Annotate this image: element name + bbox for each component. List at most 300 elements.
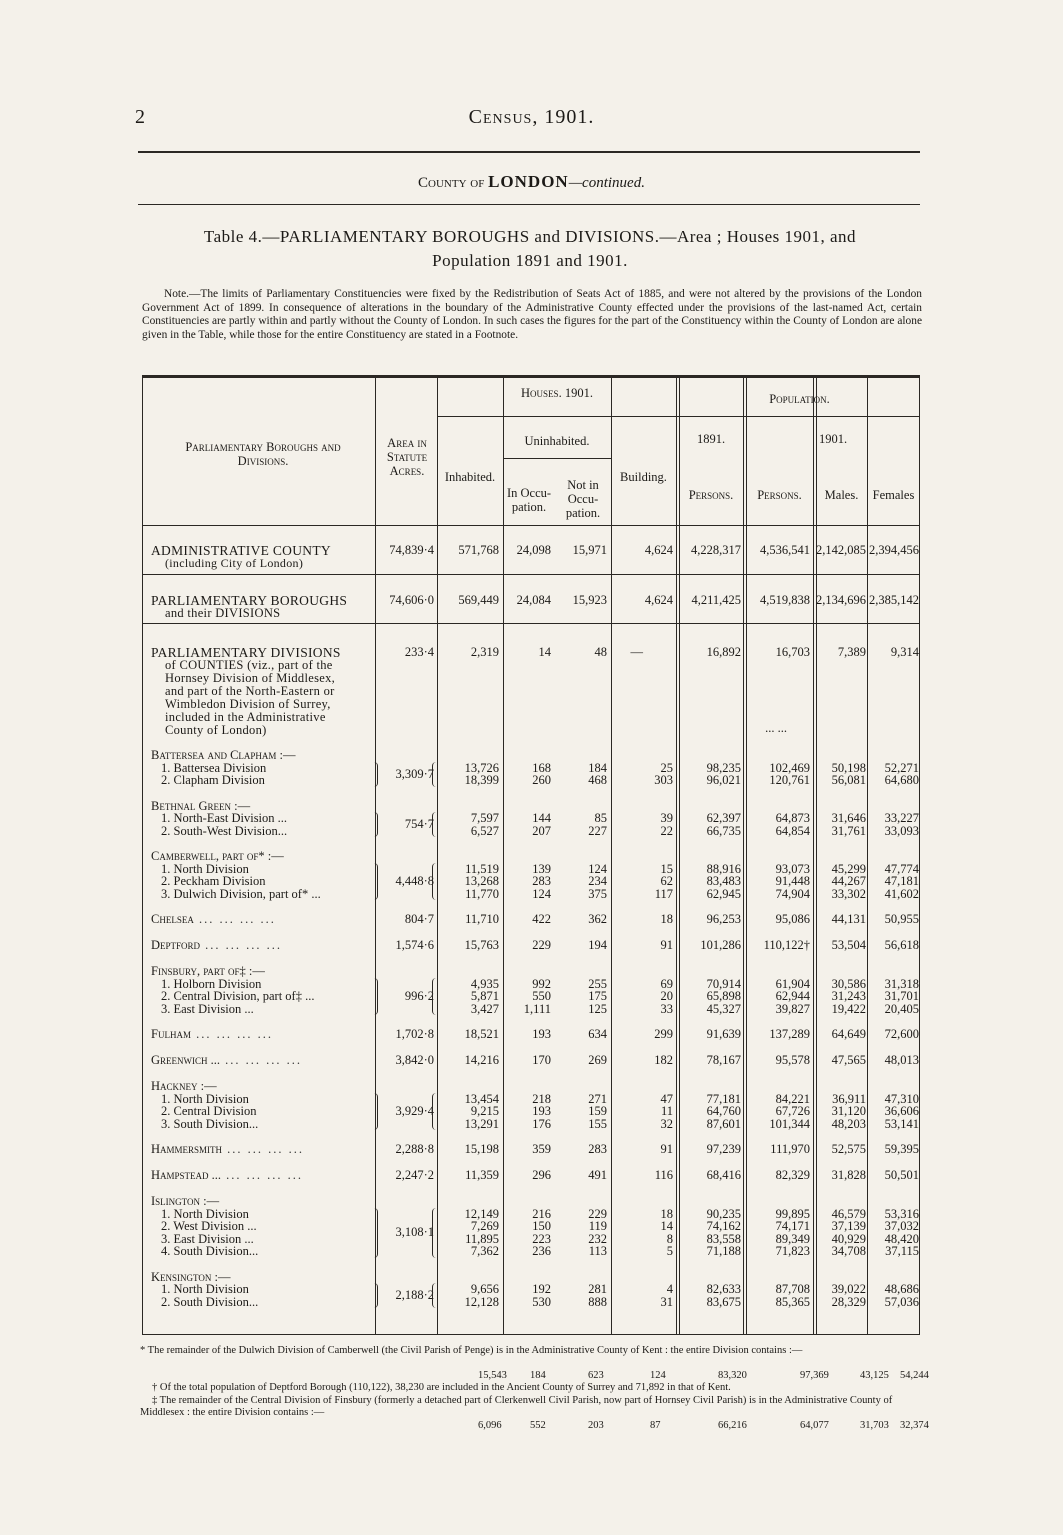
area-value: 1,574·6 <box>395 938 434 952</box>
division-value: 50,198 <box>831 760 866 775</box>
division-value: 39 <box>660 811 673 825</box>
division-value: 31,701 <box>884 989 919 1003</box>
table-title <box>155 225 905 273</box>
not-in-occupation-value: 48 <box>594 645 607 659</box>
division-value: 303 <box>654 773 673 787</box>
division-value: 101,344 <box>769 1116 810 1131</box>
division-name: 2. West Division ... <box>161 1219 257 1233</box>
not-in-occupation-value: 15,971 <box>572 543 607 557</box>
division-value: 232 <box>588 1231 607 1246</box>
division-value: 13,454 <box>464 1091 499 1106</box>
area-value: 2,188·2 <box>395 1288 434 1303</box>
borough-label: Deptford <box>151 938 201 952</box>
p1891-value <box>679 1093 741 1131</box>
header-in-occupation: In Occu-pation. <box>506 486 552 514</box>
p1901-value <box>747 978 810 1016</box>
brace-mark <box>371 1283 378 1308</box>
division-value: 255 <box>588 976 607 991</box>
borough-name <box>151 1080 258 1130</box>
inhabited-value <box>439 1093 499 1131</box>
in_occ-value: 229 <box>532 938 551 952</box>
division-value: 216 <box>532 1206 551 1221</box>
building-value: 116 <box>654 1168 673 1182</box>
division-name: 3. Dulwich Division, part of* ... <box>161 886 321 901</box>
building-value: 18 <box>660 912 673 926</box>
division-value: 9,215 <box>470 1104 499 1118</box>
page-number: 2 <box>135 106 145 128</box>
area-value: 74,839·4 <box>389 543 434 557</box>
p1901-value: 82,329 <box>775 1168 810 1182</box>
in-occupation-value: 14 <box>538 645 551 659</box>
p1891-value <box>679 978 741 1016</box>
division-value: 229 <box>588 1206 607 1221</box>
not_occ-value: 269 <box>588 1053 607 1067</box>
division-value: 62,945 <box>706 886 741 901</box>
division-value: 144 <box>532 811 551 825</box>
females-value <box>867 812 919 837</box>
in_occ-value: 359 <box>532 1142 551 1156</box>
brace-mark <box>432 1093 438 1131</box>
females-value <box>867 978 919 1016</box>
footnote-value: 184 <box>530 1370 546 1381</box>
borough-name <box>151 1143 304 1156</box>
division-name: 1. Battersea Division <box>161 760 267 775</box>
division-value: 64,873 <box>775 811 810 825</box>
borough-name <box>151 1169 303 1182</box>
division-value: 87,601 <box>706 1116 741 1131</box>
division-value: 14 <box>660 1219 673 1233</box>
division-value: 7,269 <box>470 1219 499 1233</box>
division-value: 47 <box>660 1091 673 1106</box>
males-value <box>816 1093 866 1131</box>
division-value: 155 <box>588 1116 607 1131</box>
division-value: 87,708 <box>775 1282 810 1296</box>
header-persons-1891: Persons. <box>688 488 734 502</box>
in_occ-value: 296 <box>532 1168 551 1182</box>
division-name: 2. Peckham Division <box>161 874 266 888</box>
division-value: 30,586 <box>831 976 866 991</box>
males-value <box>816 978 866 1016</box>
division-value: 31,318 <box>884 976 919 991</box>
division-value: 11,519 <box>465 861 499 876</box>
census-table: Parliamentary Boroughs and Divisions. Area in Statute Acres. Houses. 1901. Inhabited. Uninhabited. In Occu-pation. Not in Occu-pation. Building. Population. 1891. 1901. Persons. Persons. Males. Females ADMINISTRATIVE COUNTY (including City of London) 74,839·4 571,768 24,098 15,971 4,624 4,228,317 4,536,541 2,142,085 2,394,456 PARLIAMENTARY BOROUGHS and their DIVISIONS 74,606·0 569,449 24,084 15,923 4,624 4,211,425 4,519,838 2,134,696 2,385,142 PARLIAMENTARY DIVISIONS of COUNTIES (viz., part of the Hornsey Division of Middlesex, and part of the North-Eastern or Wimbledon Division of Surrey, included in the Administrative County of London) 233·4 2,319 14 48 — 16,892 16,703 7,389 9,314 ... ... Battersea and Clapham :— 1. Battersea Division 2. Clapham Division 3,309·7 13,726 18,399 168 260 184 468 25 303 98,235 96,021 102,469 120,761 50,198 56,081 52,271 64,680 Bethnal Green :— 1. North-East Division ... 2. South-West Division... 754·7 7,597 6,527 144 207 85 227 39 22 62,397 66,735 64,873 64,854 31,646 31,761 33,227 33,093 Camberwell, part of* :— 1. North Division 2. Peckham Division 3. Dulwich Division, part of* ... 4,448·8 11,519 13,268 11,770 139 283 124 124 234 375 15 62 117 88,916 83,483 62,945 93,073 91,448 74,904 45,299 44,267 33,302 47,774 47,181 41,602 Chelsea ... ... ... ... 804·7 11,710 422 362 18 96,253 95,086 44,131 50,955 Deptford ... ... ... ... 1,574·6 15,763 229 194 91 101,286 110,122† 53,504 56,618 Finsbury, part of‡ :— 1. Holborn Division 2. Central Division, part of‡ ... 3. East Division ... 996·2 4,935 5,871 3,427 992 550 1,111 255 175 125 69 20 33 70,914 65,898 45,327 61,904 62,944 39,827 30,586 31,243 19,422 31,318 31,701 20,405 Fulham ... ... ... ... 1,702·8 18,521 193 634 299 91,639 137,289 64,649 72,600 Greenwich ... ... ... ... ... 3,842·0 14,216 170 269 182 78,167 95,578 47,565 48,013 Hackney :— 1. North Division 2. Central Division 3. South Division... 3,929·4 13,454 9,215 13,291 218 193 176 271 159 155 47 11 32 77,181 64,760 87,601 84,221 67,726 101,344 36,911 31,120 48,203 47,310 36,606 53,141 Hammersmith ... ... ... ... 2,288·8 15,198 359 283 91 97,239 111,970 52,575 59,395 Hampstead ... ... ... ... ... 2,247·2 11,359 296 491 116 68,416 82,329 31,828 50,501 Islington :— 1. North Division 2. West Division ... 3. East Division ... 4. South Division... 3,108·1 12,149 7,269 11,895 7,362 216 150 223 236 229 119 232 113 18 14 8 5 90,235 74,162 83,558 71,188 99,895 74,171 89,349 71,823 46,579 37,139 40,929 34,708 53,316 37,032 48,420 37,115 Kensington :— 1. North Division 2. South Division... 2,188·2 9,656 12,128 192 530 281 888 4 31 82,633 83,675 87,708 85,365 39,022 28,329 48,686 57,036 <box>142 375 920 1335</box>
brace-mark <box>432 1283 438 1308</box>
division-value: 74,904 <box>775 886 810 901</box>
footnote-value: 552 <box>530 1420 546 1431</box>
males-value <box>816 863 866 901</box>
division-value: 34,708 <box>831 1244 866 1258</box>
males-value: 2,142,085 <box>816 543 866 557</box>
division-value: 12,149 <box>464 1206 499 1221</box>
p1901-value: 95,578 <box>775 1053 810 1067</box>
borough-name <box>151 749 296 787</box>
brace-mark <box>371 762 378 787</box>
borough-label: Camberwell, part of* :— <box>151 849 284 863</box>
division-value: 46,579 <box>831 1206 866 1221</box>
division-value: 33,093 <box>884 823 919 838</box>
division-value: 15 <box>660 861 673 876</box>
area-value: 233·4 <box>404 645 434 659</box>
division-value: 992 <box>532 976 551 991</box>
footnote-value: 15,543 <box>478 1370 507 1381</box>
row-name: PARLIAMENTARY BOROUGHS <box>151 593 348 608</box>
area-value: 804·7 <box>404 912 434 926</box>
division-name: 1. North Division <box>161 1282 249 1296</box>
footnote-value: 43,125 <box>860 1370 889 1381</box>
p1901-value: 110,122† <box>763 938 810 952</box>
division-value: 39,827 <box>775 1001 810 1016</box>
header-rule <box>138 151 920 153</box>
building-value: 182 <box>654 1053 673 1067</box>
inhabited-value: 2,319 <box>470 645 499 659</box>
inhabited-value <box>439 812 499 837</box>
p1891-value: 91,639 <box>706 1027 741 1041</box>
building-value <box>613 812 673 837</box>
division-value: 61,904 <box>775 976 810 991</box>
division-value: 4 <box>666 1282 673 1296</box>
division-value: 71,188 <box>706 1244 741 1258</box>
header-uninhabited: Uninhabited. <box>524 434 590 448</box>
division-value: 88,916 <box>706 861 741 876</box>
division-value: 375 <box>588 886 607 901</box>
division-name: 2. South Division... <box>161 1294 259 1309</box>
division-value: 74,171 <box>775 1219 810 1233</box>
not_occ-value <box>555 978 607 1016</box>
area-value: 754·7 <box>404 817 434 832</box>
division-value: 223 <box>532 1231 551 1246</box>
p1901-value <box>747 812 810 837</box>
building-value: 299 <box>654 1027 673 1041</box>
borough-label: Fulham <box>151 1027 191 1041</box>
division-value: 117 <box>654 886 673 901</box>
area-value: 3,108·1 <box>395 1225 434 1240</box>
leader-dots: ... ... ... ... <box>200 938 283 952</box>
division-value: 84,221 <box>775 1091 810 1106</box>
division-value: 48,686 <box>884 1282 919 1296</box>
inhabited-value <box>439 1208 499 1258</box>
division-value: 62,397 <box>706 811 741 825</box>
division-value: 11 <box>660 1104 673 1118</box>
building-value: 4,624 <box>644 593 673 607</box>
borough-label: Hampstead ... <box>151 1168 222 1182</box>
in-occupation-value: 24,084 <box>516 593 551 607</box>
division-value: 28,329 <box>831 1294 866 1309</box>
division-value: 93,073 <box>775 861 810 876</box>
brace-mark <box>432 863 438 901</box>
building-value <box>613 863 673 901</box>
area-value: 3,929·4 <box>395 1104 434 1118</box>
division-value: 32 <box>660 1116 673 1131</box>
not_occ-value: 362 <box>588 912 607 926</box>
division-value: 139 <box>532 861 551 876</box>
leader-dots: ... ... ... ... <box>193 912 276 926</box>
footnote-value: 124 <box>650 1370 666 1381</box>
division-value: 99,895 <box>775 1206 810 1221</box>
area-value: 2,288·8 <box>395 1142 434 1156</box>
division-value: 550 <box>532 989 551 1003</box>
division-value: 13,268 <box>464 874 499 888</box>
brace-mark <box>432 1208 438 1258</box>
header-inhabited: Inhabited. <box>444 470 496 484</box>
inhabited-value <box>439 762 499 787</box>
not_occ-value: 491 <box>588 1168 607 1182</box>
division-value: 37,139 <box>831 1219 866 1233</box>
division-value: 83,675 <box>706 1294 741 1309</box>
division-value: 45,327 <box>706 1001 741 1016</box>
division-value: 260 <box>532 773 551 787</box>
p1891-value <box>679 1283 741 1308</box>
females-value: 59,395 <box>884 1142 919 1156</box>
p1891-value: 78,167 <box>706 1053 741 1067</box>
division-value: 62 <box>660 874 673 888</box>
not-in-occupation-value: 15,923 <box>572 593 607 607</box>
males-value: 47,565 <box>831 1053 866 1067</box>
division-value: 85 <box>594 811 607 825</box>
leader-dots: ... ... ... ... <box>220 1053 303 1067</box>
division-value: 7,362 <box>470 1244 499 1258</box>
inhabited-value: 11,710 <box>465 912 499 926</box>
table-title-line2: Population 1891 and 1901. <box>432 251 628 270</box>
borough-label: Finsbury, part of‡ :— <box>151 964 265 978</box>
footnote-value: 64,077 <box>800 1420 829 1431</box>
borough-name <box>151 800 287 838</box>
row-name: PARLIAMENTARY DIVISIONS <box>151 645 341 660</box>
header-not-in-occupation: Not in Occu-pation. <box>565 478 601 520</box>
males-value <box>816 762 866 787</box>
borough-label: Bethnal Green :— <box>151 798 251 813</box>
p1901-value: 95,086 <box>775 912 810 926</box>
division-value: 91,448 <box>775 874 810 888</box>
division-value: 67,726 <box>775 1104 810 1118</box>
borough-name <box>151 913 276 926</box>
area-value: 3,842·0 <box>395 1053 434 1067</box>
division-value: 85,365 <box>775 1294 810 1309</box>
brace-mark <box>371 863 378 901</box>
division-name: 3. East Division ... <box>161 1001 254 1016</box>
header-area: Area in Statute Acres. <box>386 436 428 478</box>
division-value: 89,349 <box>775 1231 810 1246</box>
division-value: 102,469 <box>769 760 810 775</box>
division-value: 283 <box>532 874 551 888</box>
footnote-value: 83,320 <box>718 1370 747 1381</box>
females-value: 56,618 <box>884 938 919 952</box>
division-value: 90,235 <box>706 1206 741 1221</box>
footnote-star: * The remainder of the Dulwich Division of Camberwell (the Civil Parish of Penge) is in the Administrative County of Kent : the entire Division contains :— <box>140 1345 803 1356</box>
division-value: 150 <box>532 1219 551 1233</box>
division-value: 113 <box>588 1244 607 1258</box>
division-value: 193 <box>532 1104 551 1118</box>
table-title-line1: Table 4.—PARLIAMENTARY BOROUGHS and DIVISIONS.—Area ; Houses 1901, and <box>203 227 857 246</box>
division-value: 234 <box>588 874 607 888</box>
not_occ-value: 194 <box>588 938 607 952</box>
division-value: 124 <box>588 861 607 876</box>
not_occ-value <box>555 1283 607 1308</box>
division-value: 66,735 <box>706 823 741 838</box>
not_occ-value <box>555 863 607 901</box>
not_occ-value <box>555 1208 607 1258</box>
division-value: 25 <box>660 760 673 775</box>
in_occ-value <box>505 863 551 901</box>
leader-dots: ... ... ... ... <box>190 1027 273 1041</box>
brace-mark <box>371 1208 378 1258</box>
division-value: 53,316 <box>884 1206 919 1221</box>
inhabited-value: 569,449 <box>458 593 499 607</box>
row-sub: (including City of London) <box>165 556 304 570</box>
building-value: 91 <box>660 1142 673 1156</box>
division-value: 64,760 <box>706 1104 741 1118</box>
county-name: LONDON <box>488 172 569 191</box>
division-value: 82,633 <box>706 1282 741 1296</box>
borough-label: Hackney :— <box>151 1079 217 1093</box>
footnote-double-dagger: ‡ The remainder of the Central Division of Finsbury (formerly a detached part of Clerkenwell Civil Parish, now part of Hornsey Civil Parish) is in the Administrative County of Middlesex : the entire Division contains :— <box>140 1395 893 1418</box>
division-value: 47,310 <box>884 1091 919 1106</box>
p1901-value <box>747 1283 810 1308</box>
borough-name <box>151 1195 258 1258</box>
males-value: 31,828 <box>831 1168 866 1182</box>
division-value: 83,483 <box>706 874 741 888</box>
brace-mark <box>371 812 378 837</box>
division-value: 124 <box>532 886 551 901</box>
division-value: 77,181 <box>706 1091 741 1106</box>
males-value: 53,504 <box>831 938 866 952</box>
brace-mark <box>371 978 378 1016</box>
division-name: 1. Holborn Division <box>161 976 262 991</box>
header-1891: 1891. <box>696 432 726 446</box>
females-value <box>867 762 919 787</box>
division-name: 2. South-West Division... <box>161 823 288 838</box>
building-value: — <box>630 645 643 659</box>
footnote-value: 203 <box>588 1420 604 1431</box>
division-value: 31,646 <box>831 811 866 825</box>
header-population: Population. <box>769 392 830 406</box>
inhabited-value: 15,763 <box>464 938 499 952</box>
footnote-value: 32,374 <box>900 1420 929 1431</box>
division-value: 236 <box>532 1244 551 1258</box>
footnote-value: 6,096 <box>478 1420 502 1431</box>
building-value <box>613 978 673 1016</box>
area-value: 74,606·0 <box>389 593 434 607</box>
ditto-marks: ... ... <box>765 721 787 735</box>
division-value: 5 <box>666 1244 673 1258</box>
footnote-value: 87 <box>650 1420 661 1431</box>
females-value <box>867 1093 919 1131</box>
header-1901: 1901. <box>818 432 848 446</box>
in_occ-value <box>505 1208 551 1258</box>
females-value: 9,314 <box>890 645 919 659</box>
not_occ-value <box>555 762 607 787</box>
persons-1901-value: 16,703 <box>775 645 810 659</box>
in_occ-value <box>505 1093 551 1131</box>
brace-mark <box>432 978 438 1016</box>
p1901-value <box>747 1093 810 1131</box>
leader-dots: ... ... ... ... <box>221 1168 304 1182</box>
division-value: 20,405 <box>884 1001 919 1016</box>
heading-rule <box>138 204 920 205</box>
inhabited-value: 15,198 <box>464 1142 499 1156</box>
division-value: 120,761 <box>769 773 810 787</box>
in_occ-value <box>505 762 551 787</box>
row-sub: and their DIVISIONS <box>165 606 281 620</box>
in_occ-value <box>505 978 551 1016</box>
division-value: 207 <box>532 823 551 838</box>
females-value <box>867 1208 919 1258</box>
footnote-value: 54,244 <box>900 1370 929 1381</box>
division-value: 40,929 <box>831 1231 866 1246</box>
division-name: 2. Clapham Division <box>161 773 265 787</box>
borough-name <box>151 1054 302 1067</box>
division-value: 192 <box>532 1282 551 1296</box>
table-note: Note.—The limits of Parliamentary Constituencies were fixed by the Redistribution of Seats Act of 1885, and were not altered by the provisions of the London Government Act of 1899. In consequence of alterations in the boundary of the Administrative County effected under the provisions of the last-named Act, certain Constituencies are partly within and partly without the County of London. In such cases the figures for the part of the Constituency within the County of London are alone given in the Table, while those for the entire Constituency are stated in a Footnote. <box>142 288 922 341</box>
footnote-value: 66,216 <box>718 1420 747 1431</box>
footnote-value: 97,369 <box>800 1370 829 1381</box>
inhabited-value <box>439 1283 499 1308</box>
p1891-value <box>679 1208 741 1258</box>
p1901-value: 111,970 <box>770 1142 810 1156</box>
in_occ-value: 193 <box>532 1027 551 1041</box>
division-value: 7,597 <box>470 811 499 825</box>
females-value: 50,501 <box>884 1168 919 1182</box>
division-value: 184 <box>588 760 607 775</box>
division-value: 56,081 <box>831 773 866 787</box>
area-value: 4,448·8 <box>395 874 434 888</box>
division-value: 9,656 <box>470 1282 499 1296</box>
females-value: 72,600 <box>884 1027 919 1041</box>
leader-dots: ... ... ... ... <box>222 1142 305 1156</box>
inhabited-value: 18,521 <box>464 1027 499 1041</box>
p1891-value: 101,286 <box>700 938 741 952</box>
area-value: 2,247·2 <box>395 1168 434 1182</box>
building-value <box>613 762 673 787</box>
division-value: 8 <box>666 1231 673 1246</box>
division-value: 31,120 <box>831 1104 866 1118</box>
division-name: 3. South Division... <box>161 1116 259 1131</box>
inhabited-value: 571,768 <box>458 543 499 557</box>
persons-1891-value: 4,211,425 <box>691 593 741 607</box>
borough-label: Greenwich ... <box>151 1053 221 1067</box>
p1891-value <box>679 812 741 837</box>
division-name: 4. South Division... <box>161 1244 259 1258</box>
in_occ-value <box>505 812 551 837</box>
division-value: 11,770 <box>465 886 499 901</box>
building-value: 4,624 <box>644 543 673 557</box>
division-value: 70,914 <box>706 976 741 991</box>
not_occ-value <box>555 812 607 837</box>
area-value: 3,309·7 <box>395 766 434 781</box>
females-value: 2,385,142 <box>869 593 919 607</box>
division-value: 83,558 <box>706 1231 741 1246</box>
division-value: 33,227 <box>884 811 919 825</box>
division-value: 468 <box>588 773 607 787</box>
division-value: 52,271 <box>884 760 919 775</box>
building-value: 91 <box>660 938 673 952</box>
division-value: 5,871 <box>470 989 499 1003</box>
borough-name <box>151 939 282 952</box>
males-value <box>816 1283 866 1308</box>
borough-label: Hammersmith <box>151 1142 223 1156</box>
brace-mark <box>432 762 438 787</box>
division-value: 125 <box>588 1001 607 1016</box>
header-persons-1901: Persons. <box>757 488 802 502</box>
header-females: Females <box>872 488 915 502</box>
not_occ-value: 283 <box>588 1142 607 1156</box>
persons-1891-value: 16,892 <box>706 645 741 659</box>
division-value: 119 <box>588 1219 607 1233</box>
county-heading <box>0 172 1063 192</box>
females-value: 2,394,456 <box>869 543 919 557</box>
division-value: 53,141 <box>884 1116 919 1131</box>
division-value: 39,022 <box>831 1282 866 1296</box>
brace-mark <box>371 1093 378 1131</box>
